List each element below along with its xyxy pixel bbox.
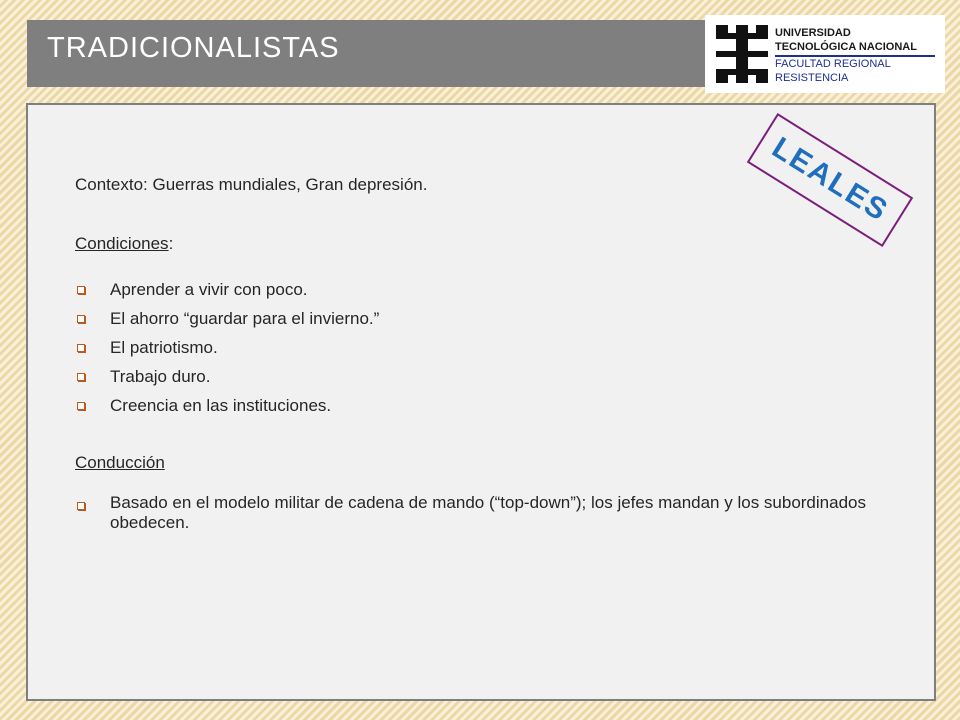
list-item-text: Creencia en las instituciones. xyxy=(110,396,332,415)
condiciones-list xyxy=(75,280,915,425)
logo-line-resistencia: RESISTENCIA xyxy=(775,71,849,84)
logo-divider xyxy=(775,55,935,57)
list-item xyxy=(75,367,915,396)
list-item-text: Basado en el modelo militar de cadena de mando (“top-down”); los jefes mandan y los subordinados obedecen. xyxy=(110,493,866,532)
square-bullet-icon xyxy=(77,373,85,381)
title-bar xyxy=(27,20,705,87)
logo-line-universidad: UNIVERSIDAD xyxy=(775,27,851,39)
logo-line-facultad: FACULTAD REGIONAL xyxy=(775,58,891,70)
list-item-text: El ahorro “guardar para el invierno.” xyxy=(110,309,380,328)
slide-title: TRADICIONALISTAS xyxy=(47,32,340,64)
list-item xyxy=(75,338,915,367)
logo-line-tecnologica: TECNOLÓGICA NACIONAL xyxy=(775,40,917,53)
list-item-text: Trabajo duro. xyxy=(110,367,211,386)
square-bullet-icon xyxy=(77,344,85,352)
utn-emblem-icon xyxy=(716,25,768,83)
conduccion-heading-label: Conducción xyxy=(75,453,165,472)
square-bullet-icon xyxy=(77,315,85,323)
conduccion-heading xyxy=(75,453,165,473)
condiciones-heading xyxy=(75,234,173,254)
list-item xyxy=(75,309,915,338)
condiciones-colon: : xyxy=(168,234,174,253)
conduccion-list xyxy=(75,493,915,532)
condiciones-heading-label: Condiciones xyxy=(75,234,169,253)
stamp-text: LEALES xyxy=(766,131,895,229)
utn-logo xyxy=(705,15,945,93)
list-item-text: El patriotismo. xyxy=(110,338,218,357)
list-item xyxy=(75,280,915,309)
list-item xyxy=(75,493,915,532)
list-item xyxy=(75,396,915,425)
list-item-text: Aprender a vivir con poco. xyxy=(110,280,308,299)
contexto-text: Contexto: Guerras mundiales, Gran depresión. xyxy=(75,175,428,194)
square-bullet-icon xyxy=(77,502,85,510)
square-bullet-icon xyxy=(77,286,85,294)
logo-text xyxy=(775,27,935,85)
square-bullet-icon xyxy=(77,402,85,410)
